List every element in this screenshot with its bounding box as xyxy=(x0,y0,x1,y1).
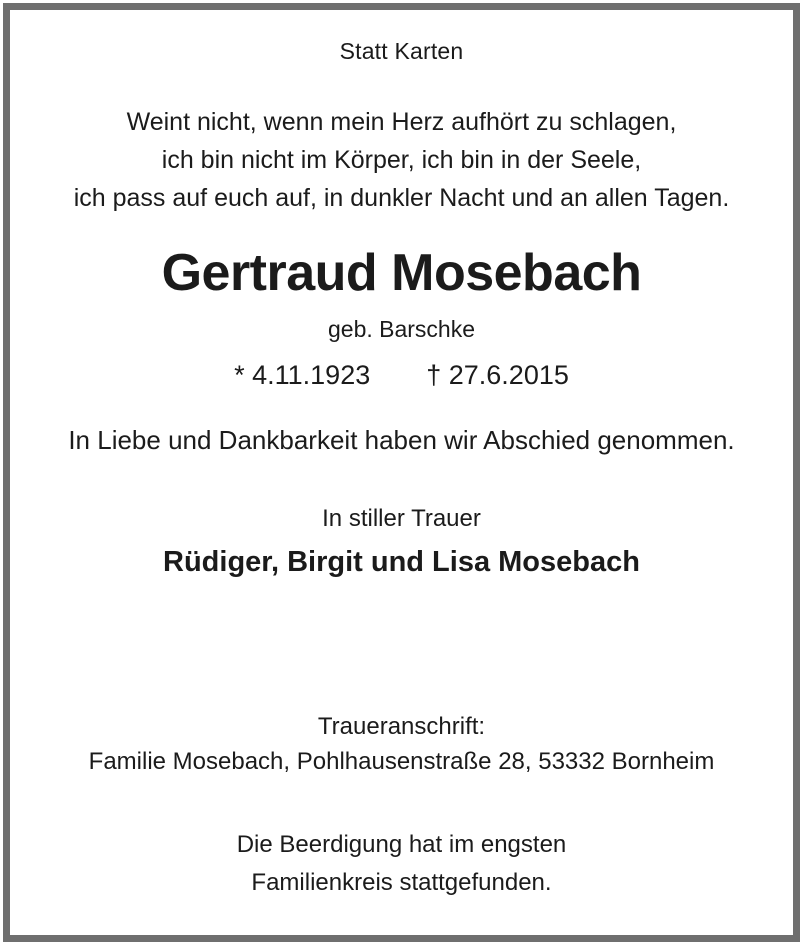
poem-line-2: ich bin nicht im Körper, ich bin in der Seele, xyxy=(161,146,642,174)
mourning-address-label: Traueranschrift: xyxy=(317,713,486,740)
funeral-note-line-2: Familienkreis stattgefunden. xyxy=(251,869,552,896)
funeral-note-line-1: Die Beerdigung hat im engsten xyxy=(236,831,567,858)
deceased-name: Gertraud Mosebach xyxy=(161,244,642,302)
obituary-notice xyxy=(10,10,793,935)
poem-line-3: ich pass auf euch auf, in dunkler Nacht und an allen Tagen. xyxy=(73,184,730,212)
farewell-line: In Liebe und Dankbarkeit haben wir Abschied genommen. xyxy=(68,425,735,455)
death-date: † 27.6.2015 xyxy=(426,360,569,390)
birth-date: * 4.11.1923 xyxy=(234,360,371,390)
mourning-address: Familie Mosebach, Pohlhausenstraße 28, 53332 Bornheim xyxy=(88,748,715,775)
memorial-poem xyxy=(10,103,793,217)
poem-line-1: Weint nicht, wenn mein Herz aufhört zu schlagen, xyxy=(126,108,677,136)
mourners-names: Rüdiger, Birgit und Lisa Mosebach xyxy=(163,546,640,578)
preamble-statt-karten: Statt Karten xyxy=(339,38,464,64)
obituary-frame xyxy=(3,3,800,942)
funeral-note xyxy=(10,826,793,902)
maiden-name: geb. Barschke xyxy=(327,316,476,342)
life-dates xyxy=(10,359,793,391)
mourning-intro: In stiller Trauer xyxy=(322,505,481,532)
